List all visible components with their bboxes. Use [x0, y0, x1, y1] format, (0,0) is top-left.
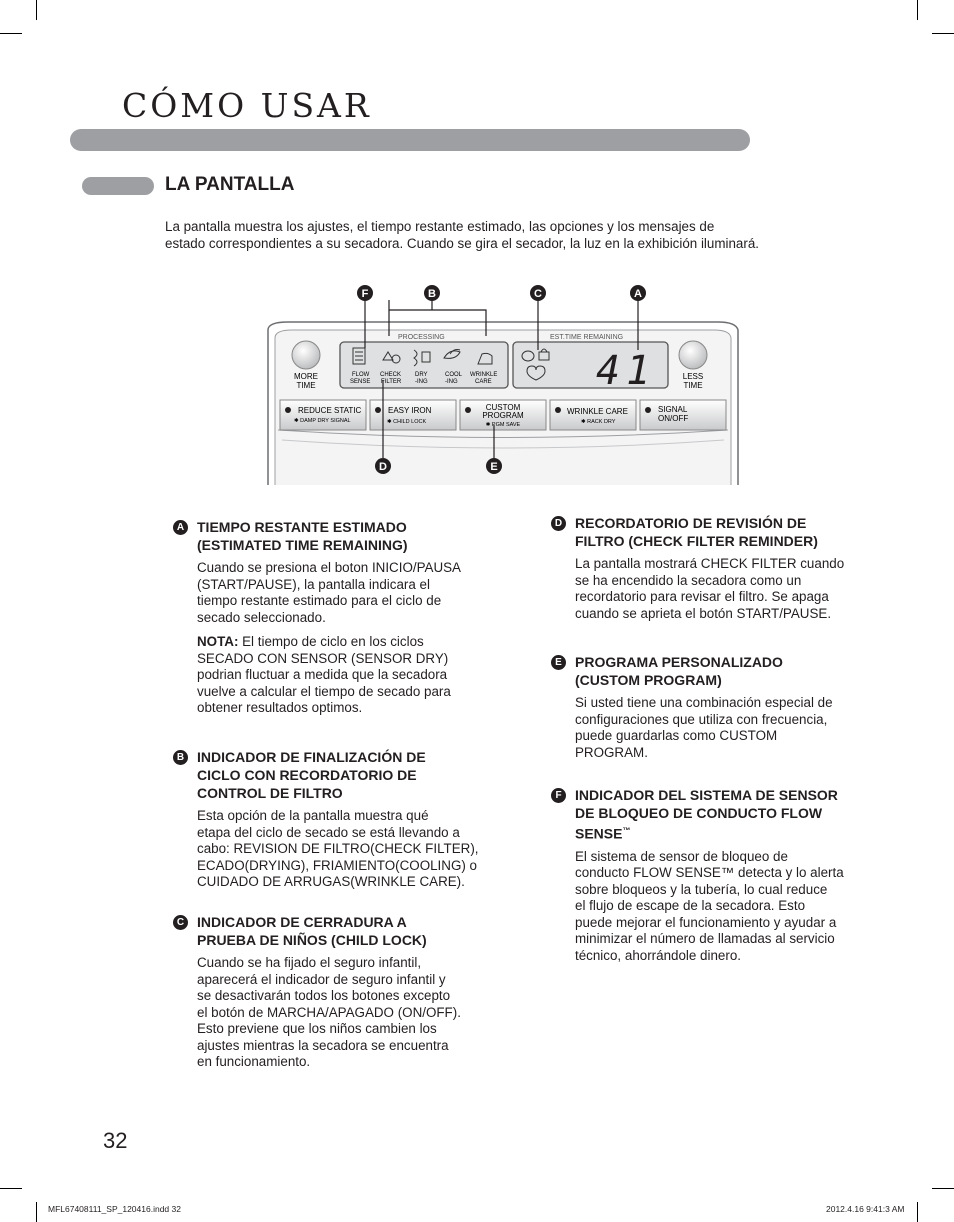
button-sublabel: ✱ CHILD LOCK — [387, 419, 427, 425]
body-line: cabo: REVISION DE FILTRO(CHECK FILTER), — [197, 841, 479, 856]
item-title — [197, 748, 497, 802]
body-line: etapa del ciclo de secado se está llevando a — [197, 824, 460, 840]
body-line: Esto previene que los niños cambien los — [197, 1021, 437, 1036]
processing-label: PROCESSING — [398, 334, 445, 341]
body-line: vuelve a calcular el tiempo de secado para — [197, 683, 451, 699]
item-b — [176, 748, 497, 899]
icon-label: DRY — [415, 372, 428, 378]
button-label: WRINKLE CARE — [567, 407, 628, 416]
time-digits: 41 — [596, 348, 657, 394]
intro-paragraph — [165, 218, 845, 252]
body-line: PROGRAM. — [575, 744, 648, 760]
item-body — [575, 695, 875, 761]
body-line: tiempo restante estimado para el ciclo de — [197, 593, 442, 608]
title-line: INDICADOR DEL SISTEMA DE SENSOR — [575, 787, 838, 803]
icon-label: SENSE — [350, 379, 371, 385]
item-badge: B — [173, 750, 188, 765]
icon-label: CARE — [475, 379, 492, 385]
icon-label: -ING — [445, 379, 458, 385]
callout-label: F — [361, 288, 369, 300]
title-line: (ESTIMATED TIME REMAINING) — [197, 537, 408, 553]
callout-label: C — [534, 288, 542, 300]
button-label: ON/OFF — [658, 414, 689, 423]
less-time-button[interactable] — [679, 341, 707, 369]
body-line: La pantalla mostrará CHECK FILTER cuando — [575, 556, 845, 571]
item-a — [176, 518, 497, 725]
icon-label: COOL — [445, 372, 463, 378]
title-line: CICLO CON RECORDATORIO DE — [197, 767, 417, 783]
title-line: RECORDATORIO DE REVISIÓN DE — [575, 515, 807, 531]
body-line: recordatorio para revisar el filtro. Se apaga — [575, 589, 829, 604]
body-line: en funcionamiento. — [197, 1054, 311, 1069]
title-line: FILTRO (CHECK FILTER REMINDER) — [575, 533, 818, 549]
button-label: PROGRAM — [482, 411, 524, 420]
intro-line: La pantalla muestra los ajustes, el tiempo restante estimado, las opciones y los mensajes de — [165, 219, 715, 234]
icon-label: FILTER — [381, 379, 402, 385]
footer-file: MFL67408111_SP_120416.indd 32 — [48, 1204, 181, 1214]
crop-mark — [36, 0, 37, 20]
title-line: TIEMPO RESTANTE ESTIMADO — [197, 519, 407, 535]
crop-mark — [932, 1188, 954, 1189]
less-time-label: LESS — [682, 372, 704, 381]
crop-mark — [932, 33, 954, 34]
less-time-label: TIME — [683, 381, 703, 390]
item-body — [197, 808, 497, 891]
title-line: PROGRAMA PERSONALIZADO — [575, 654, 783, 670]
body-line: El sistema de sensor de bloqueo de — [575, 848, 788, 864]
crop-mark — [917, 0, 918, 20]
body-line: (START/PAUSE), la pantalla indicara el — [197, 576, 430, 592]
button-sublabel: ✱ RACK DRY — [581, 419, 616, 425]
body-line: Cuando se ha fijado el seguro infantil, — [197, 955, 422, 970]
body-line: ECADO(DRYING), FRIAMIENTO(COOLING) o — [197, 857, 477, 873]
item-badge: C — [173, 915, 188, 930]
body-line: el flujo de escape de la secadora. Esto — [575, 898, 806, 914]
callout-label: B — [428, 288, 436, 300]
button-row — [280, 400, 726, 430]
item-badge: D — [551, 516, 566, 531]
crop-mark — [917, 1202, 918, 1222]
item-f — [555, 786, 875, 972]
body-line: Si usted tiene una combinación especial de — [575, 695, 833, 710]
body-line: se ha encendido la secadora como un — [575, 572, 802, 588]
item-body — [575, 849, 875, 965]
body-line: secado seleccionado. — [197, 609, 326, 625]
body-line: SECADO CON SENSOR (SENSOR DRY) — [197, 650, 449, 666]
button-label: SIGNAL — [658, 405, 688, 414]
button-sublabel: ✱ DAMP DRY SIGNAL — [294, 418, 351, 424]
item-badge: E — [551, 655, 566, 670]
body-line: El tiempo de ciclo en los ciclos — [238, 634, 424, 649]
button-label: CUSTOM — [485, 403, 521, 412]
icon-label: FLOW — [352, 372, 370, 378]
callout-label: A — [634, 288, 642, 300]
body-line: CUIDADO DE ARRUGAS(WRINKLE CARE). — [197, 874, 465, 889]
body-line: aparecerá el indicador de seguro infantil y — [197, 971, 446, 987]
trademark: ™ — [622, 826, 631, 835]
body-line: puede mejorar el funcionamiento y ayudar a — [575, 914, 837, 930]
icon-label: -ING — [415, 379, 428, 385]
title-line: PRUEBA DE NIÑOS (CHILD LOCK) — [197, 932, 427, 948]
est-time-label: EST.TIME REMAINING — [550, 334, 624, 341]
icon-label: CHECK — [380, 372, 402, 378]
crop-mark — [0, 33, 22, 34]
body-line: el botón de MARCHA/APAGADO (ON/OFF). — [197, 1004, 461, 1020]
note-label: NOTA: — [197, 634, 239, 649]
item-note — [197, 634, 497, 717]
item-title — [197, 518, 497, 554]
body-line: puede guardarlas como CUSTOM — [575, 728, 778, 743]
title-line: INDICADOR DE FINALIZACIÓN DE — [197, 749, 426, 765]
section-title: LA PANTALLA — [165, 174, 295, 195]
title-line: (CUSTOM PROGRAM) — [575, 672, 722, 688]
callout-label: D — [379, 461, 387, 473]
button-label: EASY IRON — [388, 406, 432, 415]
body-line: conducto FLOW SENSE™ detecta y lo alerta — [575, 865, 844, 881]
item-body — [197, 560, 497, 626]
body-line: podrian fluctuar a medida que la secadora — [197, 667, 448, 682]
item-body — [575, 556, 875, 622]
body-line: Esta opción de la pantalla muestra qué — [197, 808, 429, 823]
item-body — [197, 955, 497, 1071]
icon-label: WRINKLE — [470, 372, 498, 378]
more-time-label: MORE — [294, 372, 318, 381]
title-line: INDICADOR DE CERRADURA A — [197, 914, 407, 930]
body-line: se desactivarán todos los botones excepto — [197, 988, 451, 1003]
button-sublabel: ✱ PGM SAVE — [485, 422, 521, 428]
item-badge: F — [551, 788, 566, 803]
title-line: SENSE — [575, 825, 623, 842]
body-line: minimizar el número de llamadas al servicio — [575, 931, 835, 947]
more-time-label: TIME — [296, 381, 316, 390]
item-title — [575, 653, 875, 689]
item-title — [575, 786, 875, 843]
intro-line: estado correspondientes a su secadora. Cuando se gira el secador, la luz en la exhibición iluminará. — [165, 236, 760, 251]
body-line: obtener resultados optimos. — [197, 700, 363, 715]
reduce-static-button[interactable] — [280, 400, 366, 430]
body-line: sobre bloqueos y la tubería, lo cual reduce — [575, 881, 828, 897]
section-pill — [82, 177, 154, 195]
page-title: CÓMO USAR — [122, 86, 372, 125]
callout-label: E — [490, 461, 498, 473]
body-line: configuraciones que utiliza con frecuencia, — [575, 711, 828, 727]
footer-date: 2012.4.16 9:41:3 AM — [826, 1204, 905, 1214]
item-title — [197, 913, 497, 949]
body-line: Cuando se presiona el boton INICIO/PAUSA — [197, 560, 461, 575]
body-line: cuando se aprieta el botón START/PAUSE. — [575, 605, 832, 621]
crop-mark — [36, 1202, 37, 1222]
item-d — [554, 514, 875, 630]
item-e — [555, 653, 875, 769]
title-line: DE BLOQUEO DE CONDUCTO FLOW — [575, 805, 823, 821]
more-time-button[interactable] — [292, 341, 320, 369]
item-title — [575, 514, 875, 550]
title-bar — [70, 129, 750, 151]
item-c — [176, 913, 497, 1079]
title-line: CONTROL DE FILTRO — [197, 785, 343, 801]
crop-mark — [0, 1188, 22, 1189]
control-panel-diagram — [258, 280, 748, 492]
body-line: técnico, ahorrándole dinero. — [575, 947, 742, 963]
item-badge: A — [173, 520, 188, 535]
body-line: ajustes mientras la secadora se encuentra — [197, 1037, 449, 1053]
button-label: REDUCE STATIC — [298, 406, 362, 415]
page-number: 32 — [103, 1128, 128, 1153]
